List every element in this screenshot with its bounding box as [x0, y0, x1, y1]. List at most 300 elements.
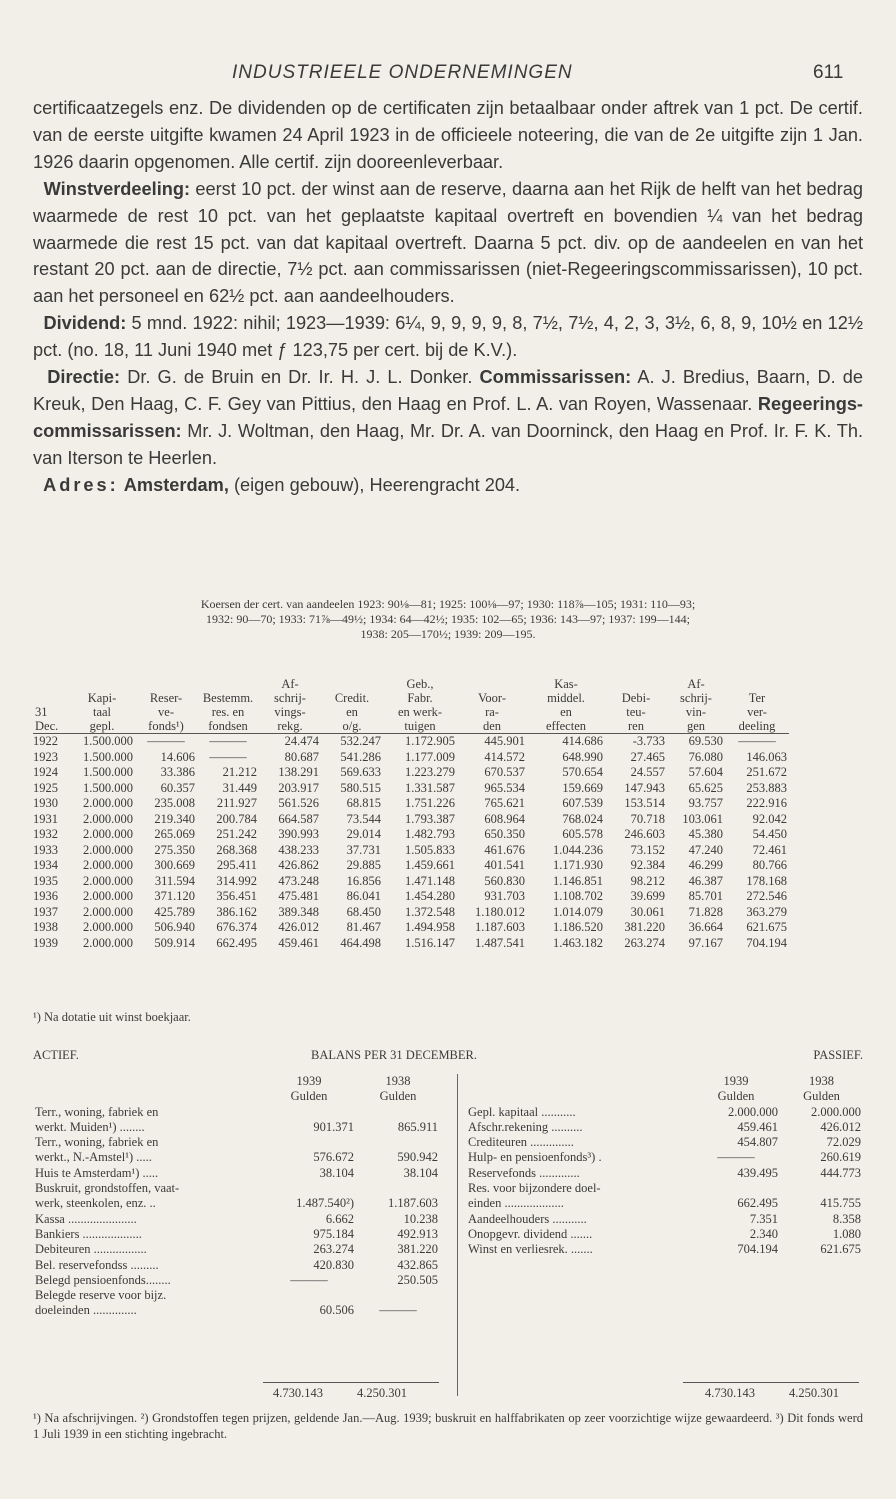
running-title: INDUSTRIEELE ONDERNEMINGEN — [232, 62, 573, 83]
year-cell: 1936 — [33, 889, 58, 903]
table-cell: 81.467 — [346, 920, 381, 934]
balance-value: 260.619 — [820, 1150, 861, 1165]
table-cell: 93.757 — [688, 796, 723, 810]
table-cell: 203.917 — [278, 780, 319, 795]
balance-footnotes: ¹) Na afschrijvingen. ²) Grondstoffen tegen prijzen, geldende Jan.—Aug. 1939; buskruit en halffabrikaten op zeer voorzichtige wijze gewaardeerd. ³) Dit fonds werd 1 Juli 1939 in een stichting ingebracht. — [33, 1411, 863, 1441]
table-cell: 2.000.000 — [83, 858, 133, 872]
koersen-line: Koersen der cert. van aandeelen 1923: 90⅛—81; 1925: 100⅛—97; 1930: 118⅞—105; 1931: 110—93; — [200, 597, 696, 611]
year-header: 1938 — [385, 1074, 411, 1088]
financial-table — [33, 677, 789, 951]
adres-city: Amsterdam, — [123, 474, 229, 495]
balance-row — [466, 1120, 863, 1135]
table-cell: 200.784 — [216, 811, 257, 826]
total-actief-1938: 4.250.301 — [357, 1386, 407, 1400]
table-cell: 371.120 — [154, 889, 195, 903]
adres-text: (eigen gebouw), Heerengracht 204. — [233, 474, 521, 495]
actief-table — [33, 1074, 440, 1319]
table-cell: 473.248 — [278, 873, 319, 888]
table-header-cell: ren — [605, 719, 667, 734]
balance-label: Bankiers ................... — [35, 1226, 142, 1241]
balance-row — [33, 1303, 440, 1318]
balance-value: 1.487.540²) — [296, 1196, 354, 1211]
table-header-cell: fonds¹) — [135, 719, 197, 734]
year-cell: 1933 — [33, 842, 58, 857]
table-cell: 295.411 — [216, 858, 257, 872]
balance-value: 7.351 — [749, 1211, 778, 1226]
table-cell: 765.621 — [484, 796, 525, 810]
passief-heading: PASSIEF. — [813, 1048, 863, 1062]
table-cell: 670.537 — [484, 765, 525, 779]
regeerings-label: Regeerings-commissarissen: — [33, 393, 863, 441]
balance-value: ——— — [379, 1303, 417, 1318]
koersen-block — [33, 597, 863, 642]
table-cell: 1.793.387 — [405, 811, 455, 826]
table-cell: 65.625 — [688, 780, 723, 795]
koersen-line: 1932: 90—70; 1933: 71⅞—49½; 1934: 64—42½; 1935: 102—65; 1936: 143—97; 1937: 199—144; — [205, 612, 690, 626]
table-cell: 461.676 — [484, 842, 525, 857]
year-cell: 1935 — [33, 873, 58, 888]
table-header-cell: vin- — [685, 705, 707, 719]
table-cell: 263.274 — [624, 935, 665, 950]
table-cell: 1.500.000 — [83, 749, 133, 764]
unit-header: Gulden — [717, 1089, 755, 1104]
balance-value — [356, 1181, 440, 1196]
table-header-cell: 31 — [35, 705, 48, 719]
balance-value — [356, 1105, 440, 1120]
balance-value: 865.911 — [397, 1119, 438, 1134]
table-cell: 311.594 — [154, 873, 195, 888]
table-row — [33, 765, 789, 781]
table-cell: 80.766 — [752, 858, 787, 872]
table-cell: 253.883 — [746, 780, 787, 795]
table-cell: 36.664 — [688, 920, 723, 934]
table-cell: 965.534 — [484, 780, 525, 795]
balance-row — [33, 1105, 440, 1120]
table-cell: 27.465 — [630, 749, 665, 764]
table-cell: 1.223.279 — [405, 765, 455, 779]
table-cell: 414.686 — [562, 734, 603, 748]
year-cell: 1938 — [33, 920, 58, 934]
unit-header: Gulden — [379, 1089, 417, 1104]
table-cell: 45.380 — [688, 827, 723, 841]
balance-value: ——— — [290, 1272, 328, 1287]
balance-value: 2.340 — [749, 1226, 778, 1241]
balance-label: Winst en verliesrek. ....... — [468, 1242, 593, 1257]
balance-row — [33, 1242, 440, 1257]
balance-value: 432.865 — [397, 1257, 438, 1272]
table-row — [33, 905, 789, 921]
balance-value — [692, 1181, 780, 1196]
balance-value: 420.830 — [313, 1257, 354, 1272]
table-cell: 650.350 — [484, 827, 525, 841]
table-cell: 532.247 — [340, 734, 381, 748]
table-header-cell: Kas- — [554, 677, 578, 691]
table-header-cell — [69, 677, 135, 691]
table-cell: 664.587 — [278, 811, 319, 826]
table-cell: 24.474 — [284, 734, 319, 748]
year-cell: 1937 — [33, 904, 58, 919]
table-cell: 1.180.012 — [475, 904, 525, 919]
table-cell: 73.152 — [630, 842, 665, 857]
table-header-cell: o/g. — [321, 719, 383, 734]
table-header-cell: vings- — [274, 705, 306, 719]
table-cell: 1.331.587 — [405, 780, 455, 795]
table-cell: 92.384 — [630, 858, 665, 872]
table-cell: 605.578 — [562, 827, 603, 841]
table-cell: 16.856 — [346, 873, 381, 888]
table-cell: 569.633 — [340, 765, 381, 779]
table-cell: 768.024 — [562, 811, 603, 826]
dividend-text: 5 mnd. 1922: nihil; 1923—1939: 6¼, 9, 9, 9, 9, 8, 7½, 7½, 4, 2, 3, 3½, 6, 8, 9, 10½ en 12½ pct. (no. 18, 11 Juni 1940 met ƒ 123,75 per cert. bij de K.V.). — [33, 313, 864, 361]
balance-value: 454.807 — [737, 1135, 778, 1150]
table-header-cell: teu- — [626, 705, 646, 719]
balance-row — [466, 1181, 863, 1196]
table-cell: 475.481 — [278, 889, 319, 903]
balance-label: einden ................... — [468, 1196, 564, 1211]
table-cell: 1.471.148 — [405, 873, 455, 888]
year-cell: 1923 — [33, 749, 58, 764]
table-cell: 31.449 — [222, 780, 257, 795]
balance-value: 1.187.603 — [388, 1196, 438, 1211]
paragraph-dividend — [33, 310, 863, 364]
balance-row — [33, 1120, 440, 1135]
table-cell: 46.299 — [688, 858, 723, 872]
directie-text: Dr. G. de Bruin en Dr. Ir. H. J. L. Donker. — [127, 367, 473, 388]
balance-value: 621.675 — [820, 1242, 861, 1257]
table-cell: 1.500.000 — [83, 765, 133, 779]
dividend-label: Dividend: — [43, 313, 127, 334]
table-header-cell — [725, 677, 789, 691]
table-cell: 92.042 — [752, 811, 787, 826]
table-cell: 146.063 — [746, 749, 787, 764]
balance-value: 381.220 — [397, 1242, 438, 1257]
table-cell: 1.454.280 — [405, 889, 455, 903]
table-cell: 1.487.541 — [475, 935, 525, 950]
table-header-cell: fondsen — [197, 719, 259, 734]
table-cell: 14.606 — [160, 749, 195, 764]
table-cell: 2.000.000 — [83, 920, 133, 934]
table-header-cell — [135, 677, 197, 691]
table-row — [33, 781, 789, 797]
table-header-cell: den — [457, 719, 527, 734]
actief-heading: ACTIEF. — [33, 1048, 79, 1062]
table-header-cell: tuigen — [383, 719, 457, 734]
table-row — [33, 812, 789, 828]
balance-label: Res. voor bijzondere doel- — [468, 1181, 601, 1196]
table-cell: 68.450 — [346, 904, 381, 919]
balance-label: Buskruit, grondstoffen, vaat- — [35, 1181, 180, 1196]
year-cell: 1922 — [33, 734, 58, 748]
year-cell: 1930 — [33, 796, 58, 810]
table-cell: 381.220 — [624, 920, 665, 934]
table-header-cell: Kapi- — [87, 691, 117, 705]
balance-value: 415.755 — [820, 1196, 861, 1211]
table-cell: 1.372.548 — [405, 904, 455, 919]
table-cell: 39.699 — [630, 889, 665, 903]
table-header-cell: ver- — [747, 705, 767, 719]
table-cell: 54.450 — [752, 827, 787, 841]
table-cell: 275.350 — [154, 842, 195, 857]
page-header — [0, 62, 896, 88]
balance-value — [262, 1181, 356, 1196]
balance-label: Kassa ...................... — [35, 1211, 137, 1226]
table-cell: 300.669 — [154, 858, 195, 872]
table-cell: 560.830 — [484, 873, 525, 888]
table-cell: 509.914 — [154, 935, 195, 950]
balance-value — [356, 1135, 440, 1150]
table-cell: 73.544 — [346, 811, 381, 826]
table-header-cell: Fabr. — [407, 691, 433, 705]
table-cell: 246.603 — [624, 827, 665, 841]
table-cell: 46.387 — [688, 873, 723, 888]
table-cell: 1.459.661 — [405, 858, 455, 872]
table-header-cell — [321, 677, 383, 691]
balance-row — [33, 1181, 440, 1196]
table-header-cell — [33, 677, 69, 691]
balance-row — [466, 1196, 863, 1211]
table-cell: 2.000.000 — [83, 889, 133, 903]
body-text — [33, 95, 863, 499]
table-cell: 2.000.000 — [83, 935, 133, 950]
adres-label: Adres: — [43, 474, 119, 495]
balance-label: Debiteuren ................. — [35, 1242, 147, 1257]
paragraph-certificates: certificaatzegels enz. De dividenden op de certificaten zijn betaalbaar onder aftrek van 1 pct. De certif. van de eerste uitgifte kwamen 24 April 1923 in de officieele noteering, die van de 2e uitgifte zijn 1 Jan. 1926 daarin opgenomen. Alle certif. zijn dooreenleverbaar. — [33, 98, 863, 172]
table-row — [33, 827, 789, 843]
table-cell: 2.000.000 — [83, 827, 133, 841]
paragraph-directie — [33, 364, 863, 472]
table-cell: 1.177.009 — [405, 749, 455, 764]
table-cell: 138.291 — [278, 765, 319, 779]
table-header-cell: ve- — [158, 705, 174, 719]
balance-row — [33, 1227, 440, 1242]
total-rule — [263, 1382, 439, 1383]
balance-value: 492.913 — [397, 1226, 438, 1241]
table-cell: 662.495 — [216, 935, 257, 950]
table-cell: 1.494.958 — [405, 920, 455, 934]
balance-row — [466, 1150, 863, 1165]
table-cell: 438.233 — [278, 842, 319, 857]
balance-value: 662.495 — [737, 1196, 778, 1211]
table-row — [33, 843, 789, 859]
balance-row — [33, 1150, 440, 1165]
balance-value: 975.184 — [313, 1226, 354, 1241]
table-header-cell: Voor- — [478, 691, 506, 705]
balance-row — [466, 1242, 863, 1257]
unit-header: Gulden — [803, 1089, 840, 1104]
table-cell: 363.279 — [746, 904, 787, 919]
table-cell: 648.990 — [562, 749, 603, 764]
table-cell: 570.654 — [562, 765, 603, 779]
table-row — [33, 734, 789, 750]
balance-row — [33, 1273, 440, 1288]
table-cell: ——— — [147, 734, 185, 748]
table-cell: 1.044.236 — [553, 842, 603, 857]
table-header-cell: Ter — [748, 691, 766, 705]
table-cell: 68.815 — [346, 796, 381, 810]
table-header-cell — [33, 691, 69, 705]
table-header-cell: Credit. — [334, 691, 370, 705]
balance-label: Reservefonds ............. — [468, 1165, 580, 1180]
table-header-cell: ra- — [485, 705, 499, 719]
balance-value: 2.000.000 — [727, 1104, 778, 1119]
balance-value: 2.000.000 — [811, 1104, 861, 1119]
table-cell: 621.675 — [746, 920, 787, 934]
table-cell: 1.505.833 — [405, 842, 455, 857]
balance-row — [466, 1212, 863, 1227]
table-header-cell: schrij- — [680, 691, 712, 705]
table-cell: 386.162 — [216, 904, 257, 919]
table-cell: 1.751.226 — [405, 796, 455, 810]
table-cell: 2.000.000 — [83, 904, 133, 919]
table-cell: 607.539 — [562, 796, 603, 810]
paragraph-adres — [33, 472, 863, 499]
table-header-cell — [605, 677, 667, 691]
table-cell: 389.348 — [278, 904, 319, 919]
table-cell: 401.541 — [484, 858, 525, 872]
total-passief-1938: 4.250.301 — [789, 1386, 839, 1400]
balance-value: 72.029 — [826, 1135, 861, 1150]
balance-label: Crediteuren .............. — [468, 1135, 574, 1150]
table-cell: 2.000.000 — [83, 796, 133, 810]
table-cell: 2.000.000 — [83, 842, 133, 857]
balance-label: werk, steenkolen, enz. .. — [35, 1196, 156, 1211]
page-number: 611 — [813, 62, 844, 83]
table-header-cell: Bestemm. — [202, 691, 254, 705]
table-cell: 29.014 — [346, 827, 381, 841]
balance-label: Belegde reserve voor bijz. — [35, 1288, 167, 1303]
table-cell: 1.500.000 — [83, 780, 133, 795]
table-header-cell: gepl. — [69, 719, 135, 734]
table-cell: 251.242 — [216, 827, 257, 841]
table-cell: 414.572 — [484, 749, 525, 764]
table-cell: 445.901 — [484, 734, 525, 748]
table-cell: ——— — [738, 734, 776, 748]
balance-value: 8.358 — [832, 1211, 861, 1226]
table-cell: 1.500.000 — [83, 734, 133, 748]
balance-value — [780, 1181, 863, 1196]
table-cell: 71.828 — [688, 904, 723, 919]
table-cell: 85.701 — [688, 889, 723, 903]
table-header-cell: Af- — [687, 677, 705, 691]
table-header-cell — [197, 677, 259, 691]
passief-table — [466, 1074, 863, 1258]
table-cell: 426.862 — [278, 858, 319, 872]
koersen-line: 1938: 205—170½; 1939: 209—195. — [360, 627, 536, 641]
year-cell: 1932 — [33, 827, 58, 841]
total-actief-1939: 4.730.143 — [273, 1386, 323, 1400]
table-cell: 1.187.603 — [475, 920, 525, 934]
table-cell: 2.000.000 — [83, 811, 133, 826]
table-cell: 30.061 — [630, 904, 665, 919]
year-cell: 1924 — [33, 765, 58, 779]
commissarissen-text: A. J. Bredius, Baarn, D. de Kreuk, Den Haag, C. F. Gey van Pittius, den Haag en Prof. L. A. van Royen, Wassenaar. — [33, 367, 864, 414]
table-cell: 1.108.702 — [553, 889, 603, 903]
total-rule — [683, 1382, 859, 1383]
table-row — [33, 858, 789, 874]
balance-label: doeleinden .............. — [35, 1303, 137, 1318]
table-row — [33, 750, 789, 766]
winstverdeeling-label: Winstverdeeling: — [43, 178, 191, 199]
table-cell: 97.167 — [688, 935, 723, 950]
year-cell: 1931 — [33, 811, 58, 826]
directie-label: Directie: — [47, 367, 121, 388]
table-header-cell: res. en — [211, 705, 245, 719]
table-cell: 80.687 — [284, 749, 319, 764]
table-cell: 76.080 — [688, 749, 723, 764]
table-cell: ——— — [209, 734, 247, 748]
balance-label: Belegd pensioenfonds........ — [35, 1272, 171, 1287]
balance-value: 576.672 — [313, 1150, 354, 1165]
year-cell: 1939 — [33, 935, 58, 950]
winstverdeeling-text: eerst 10 pct. der winst aan de reserve, daarna aan het Rijk de helft van het bedrag waarmede de rest 10 pct. van het geplaatste kapitaal overtreft en bovendien ¼ van het bedrag waarmede die rest 15 pct. van dat kapitaal overtreft. Daarna 5 pct. div. op de aandeelen en van het restant 20 pct. aan de directie, 7½ pct. aan commissarissen (niet-Regeeringscommissarissen), 10 pct. aan het personeel en 62½ pct. aan aandeelhouders. — [33, 178, 863, 307]
balance-row — [33, 1196, 440, 1211]
table-cell: 1.186.520 — [553, 920, 603, 934]
regeerings-text: Mr. J. Woltman, den Haag, Mr. Dr. A. van Doorninck, den Haag en Prof. Ir. F. K. Th. van Iterson te Heerlen. — [33, 420, 863, 468]
table-cell: 1.172.905 — [405, 734, 455, 748]
table-cell: 1.171.930 — [553, 858, 603, 872]
table-header-cell: effecten — [527, 719, 605, 734]
table-cell: 222.916 — [746, 796, 787, 810]
balance-value: 1.080 — [832, 1226, 861, 1241]
table-header-cell: Dec. — [33, 719, 69, 734]
table-cell: 931.703 — [484, 889, 525, 903]
balance-value: 250.505 — [397, 1272, 438, 1287]
balance-sheet — [33, 1048, 863, 1408]
table-cell: 57.604 — [688, 765, 723, 779]
commissarissen-label: Commissarissen: — [479, 367, 632, 388]
table-header-cell: Geb., — [406, 677, 434, 691]
table-header-cell: en — [346, 705, 358, 719]
table-header-cell: schrij- — [274, 691, 306, 705]
table-cell: 60.357 — [160, 780, 195, 795]
balance-value: 459.461 — [737, 1119, 778, 1134]
balance-value: 439.495 — [737, 1165, 778, 1180]
balance-row — [466, 1227, 863, 1242]
table-cell: 147.943 — [624, 780, 665, 795]
table-header-cell: gen — [667, 719, 725, 734]
balance-value: 38.104 — [403, 1165, 438, 1180]
table-header-cell: Reser- — [149, 691, 183, 705]
balance-value: 10.238 — [403, 1211, 438, 1226]
table-cell: 211.927 — [216, 796, 257, 810]
table-header-cell: Af- — [281, 677, 299, 691]
table-cell: 33.386 — [160, 765, 195, 779]
table-cell: 1.463.182 — [553, 935, 603, 950]
balance-label: werkt., N.-Amstel¹) ..... — [35, 1150, 152, 1165]
balance-label: Hulp- en pensioenfonds³) . — [468, 1150, 602, 1165]
table-cell: ——— — [209, 749, 247, 764]
balance-label: Aandeelhouders ........... — [468, 1211, 587, 1226]
balance-row — [466, 1105, 863, 1120]
unit-header: Gulden — [290, 1089, 328, 1104]
table-cell: 98.212 — [630, 873, 665, 888]
paragraph-winstverdeeling — [33, 176, 863, 311]
balance-title: BALANS PER 31 DECEMBER. — [311, 1048, 477, 1062]
table-header-cell: Debi- — [621, 691, 651, 705]
total-passief-1939: 4.730.143 — [705, 1386, 755, 1400]
table-cell: 37.731 — [346, 842, 381, 857]
table-cell: 29.885 — [346, 858, 381, 872]
balance-value: 263.274 — [313, 1242, 354, 1257]
table-header-cell — [457, 677, 527, 691]
year-cell: 1925 — [33, 780, 58, 795]
balance-label: Gepl. kapitaal ........... — [468, 1104, 576, 1119]
year-header: 1938 — [808, 1074, 834, 1088]
table-header-cell: en — [560, 705, 572, 719]
table-cell: 265.069 — [154, 827, 195, 841]
table-header-cell: middel. — [547, 691, 585, 705]
table-row — [33, 920, 789, 936]
